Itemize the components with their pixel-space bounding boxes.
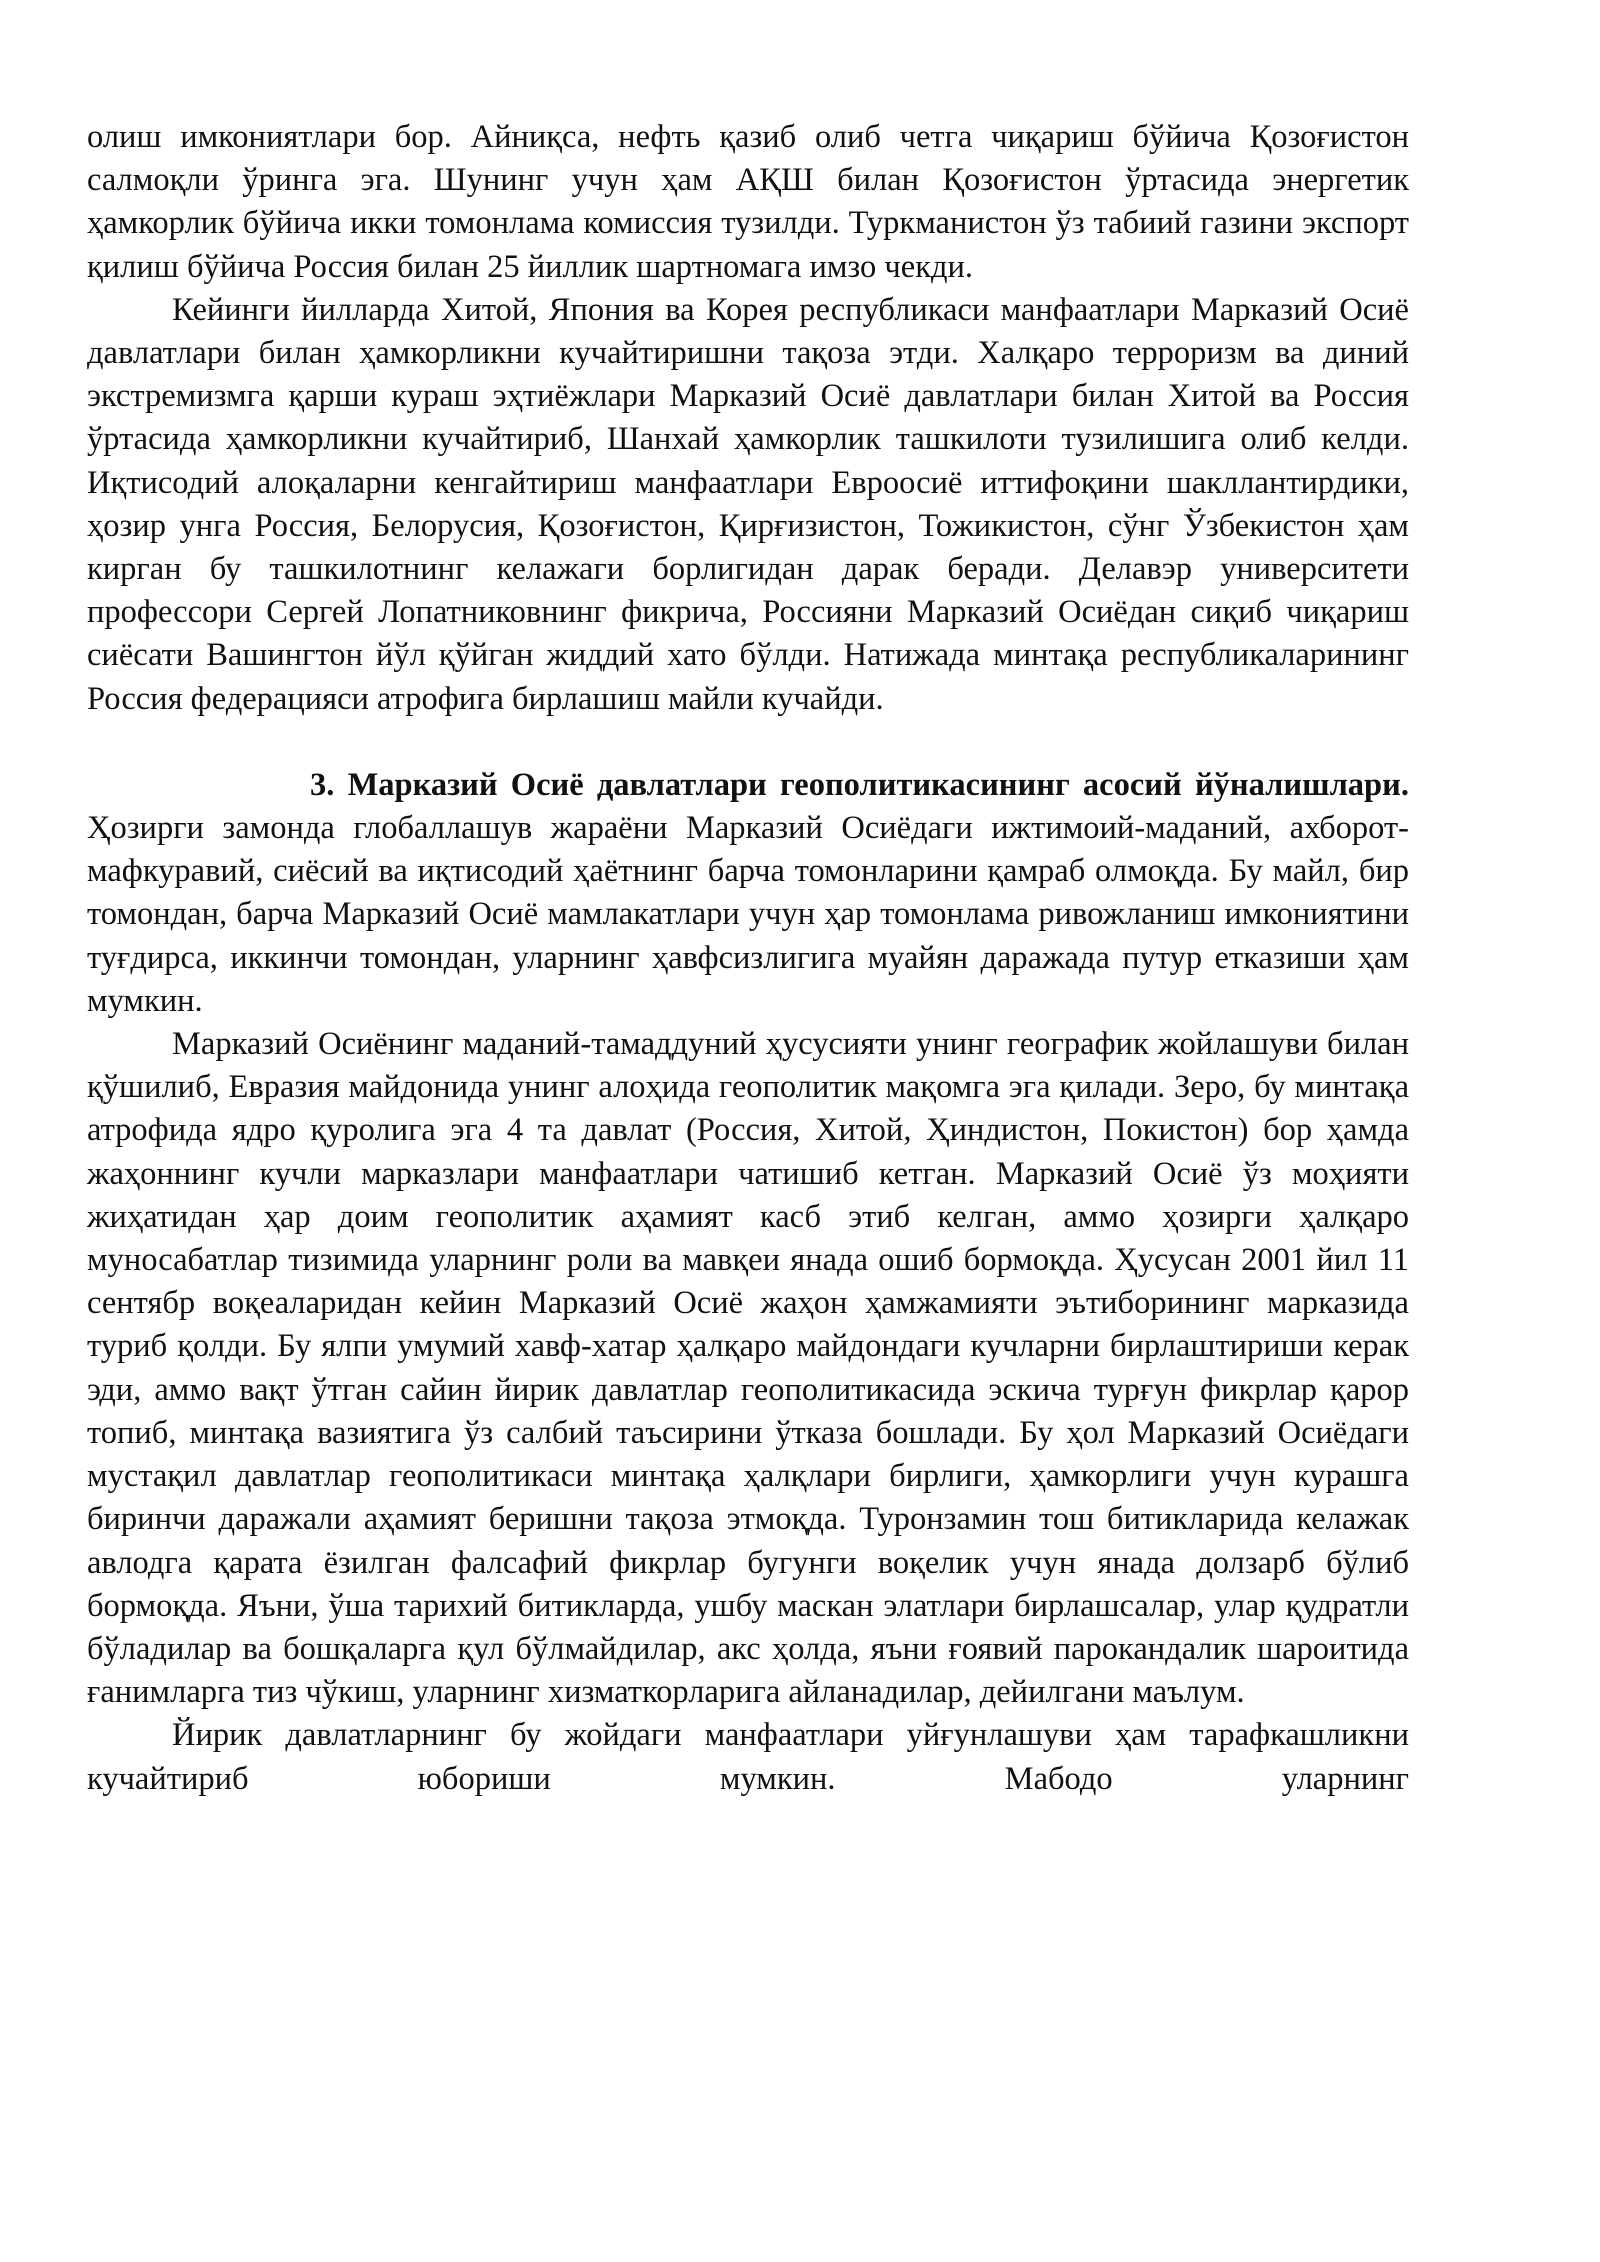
paragraph-1: олиш имкониятлари бор. Айниқса, нефть қазиб олиб четга чиқариш бўйича Қозоғистон салмоқли ўринга эга. Шунинг учун ҳам АҚШ билан Қозоғистон ўртасида энергетик ҳамкорлик бўйича икки томонлама комиссия тузилди. Туркманистон ўз табиий газини экспорт қилиш бўйича Россия билан 25 йиллик шартномага имзо чекди. bbox=[87, 119, 1409, 285]
section-paragraph bbox=[87, 764, 1409, 1023]
section-title: 3. Марказий Осиё давлатлари геополитикасининг асосий йўналишлари. bbox=[310, 766, 1409, 803]
paragraph-3: Марказий Осиёнинг маданий-тамаддуний ҳусусияти унинг географик жойлашуви билан қўшилиб, Евразия майдонида унинг алоҳида геополитик мақомга эга қилади. Зеро, бу минтақа атрофида ядро қуролига эга 4 та давлат (Россия, Хитой, Ҳиндистон, Покистон) бор ҳамда жаҳоннинг кучли марказлари манфаатлари чатишиб кетган. Марказий Осиё ўз моҳияти жиҳатидан ҳар доим геополитик аҳамият касб этиб келган, аммо ҳозирги ҳалқаро муносабатлар тизимида уларнинг роли ва мавқеи янада ошиб бормоқда. Ҳусусан 2001 йил 11 сентябр воқеаларидан кейин Марказий Осиё жаҳон ҳамжамияти эътиборининг марказида туриб қолди. Бу ялпи умумий хавф-хатар ҳалқаро майдондаги кучларни бирлаштириши керак эди, аммо вақт ўтган сайин йирик давлатлар геополитикасида эскича турғун фикрлар қарор топиб, минтақа вазиятига ўз салбий таъсирини ўтказа бошлади. Бу ҳол Марказий Осиёдаги мустақил давлатлар геополитикаси минтақа ҳалқлари бирлиги, ҳамкорлиги учун курашга биринчи даражали аҳамият беришни тақоза этмоқда. Туронзамин тош битикларида келажак авлодга қарата ёзилган фалсафий фикрлар бугунги воқелик учун янада долзарб бўлиб бормоқда. Яъни, ўша тарихий битикларда, ушбу маскан элатлари бирлашсалар, улар қудратли бўладилар ва бошқаларга қул бўлмайдилар, акс ҳолда, яъни ғоявий парокандалик шароитида ғанимларга тиз чўкиш, уларнинг хизматкорларига айланадилар, дейилгани маълум. bbox=[87, 1026, 1409, 1711]
paragraph-4: Йирик давлатларнинг бу жойдаги манфаатлари уйғунлашуви ҳам тарафкашликни кучайтириб юбориши мумкин. Мабодо уларнинг bbox=[87, 1717, 1409, 1797]
paragraph-gap bbox=[87, 721, 1409, 764]
paragraph-2: Кейинги йилларда Хитой, Япония ва Корея республикаси манфаатлари Марказий Осиё давлатлари билан ҳамкорликни кучайтиришни тақоза этди. Халқаро терроризм ва диний экстремизмга қарши кураш эҳтиёжлари Марказий Осиё давлатлари билан Хитой ва Россия ўртасида ҳамкорликни кучайтириб, Шанхай ҳамкорлик ташкилоти тузилишига олиб келди. Иқтисодий алоқаларни кенгайтириш манфаатлари Евроосиё иттифоқини шакллантирдики, ҳозир унга Россия, Белорусия, Қозоғистон, Қирғизистон, Тожикистон, сўнг Ўзбекистон ҳам кирган бу ташкилотнинг келажаги борлигидан дарак беради. Делавэр университети профессори Сергей Лопатниковнинг фикрича, Россияни Марказий Осиёдан сиқиб чиқариш сиёсати Вашингтон йўл қўйган жиддий хато бўлди. Натижада минтақа республикаларининг Россия федерацияси атрофига бирлашиш майли кучайди. bbox=[87, 291, 1409, 717]
document-page bbox=[87, 116, 1409, 1801]
section-text: Ҳозирги замонда глобаллашув жараёни Марказий Осиёдаги ижтимоий-маданий, ахборот-мафкуравий, сиёсий ва иқтисодий ҳаётнинг барча томонларини қамраб олмоқда. Бу майл, бир томондан, барча Марказий Осиё мамлакатлари учун ҳар томонлама ривожланиш имкониятини туғдирса, иккинчи томондан, уларнинг ҳавфсизлигига муайян даражада путур етказиши ҳам мумкин. bbox=[87, 810, 1409, 1019]
